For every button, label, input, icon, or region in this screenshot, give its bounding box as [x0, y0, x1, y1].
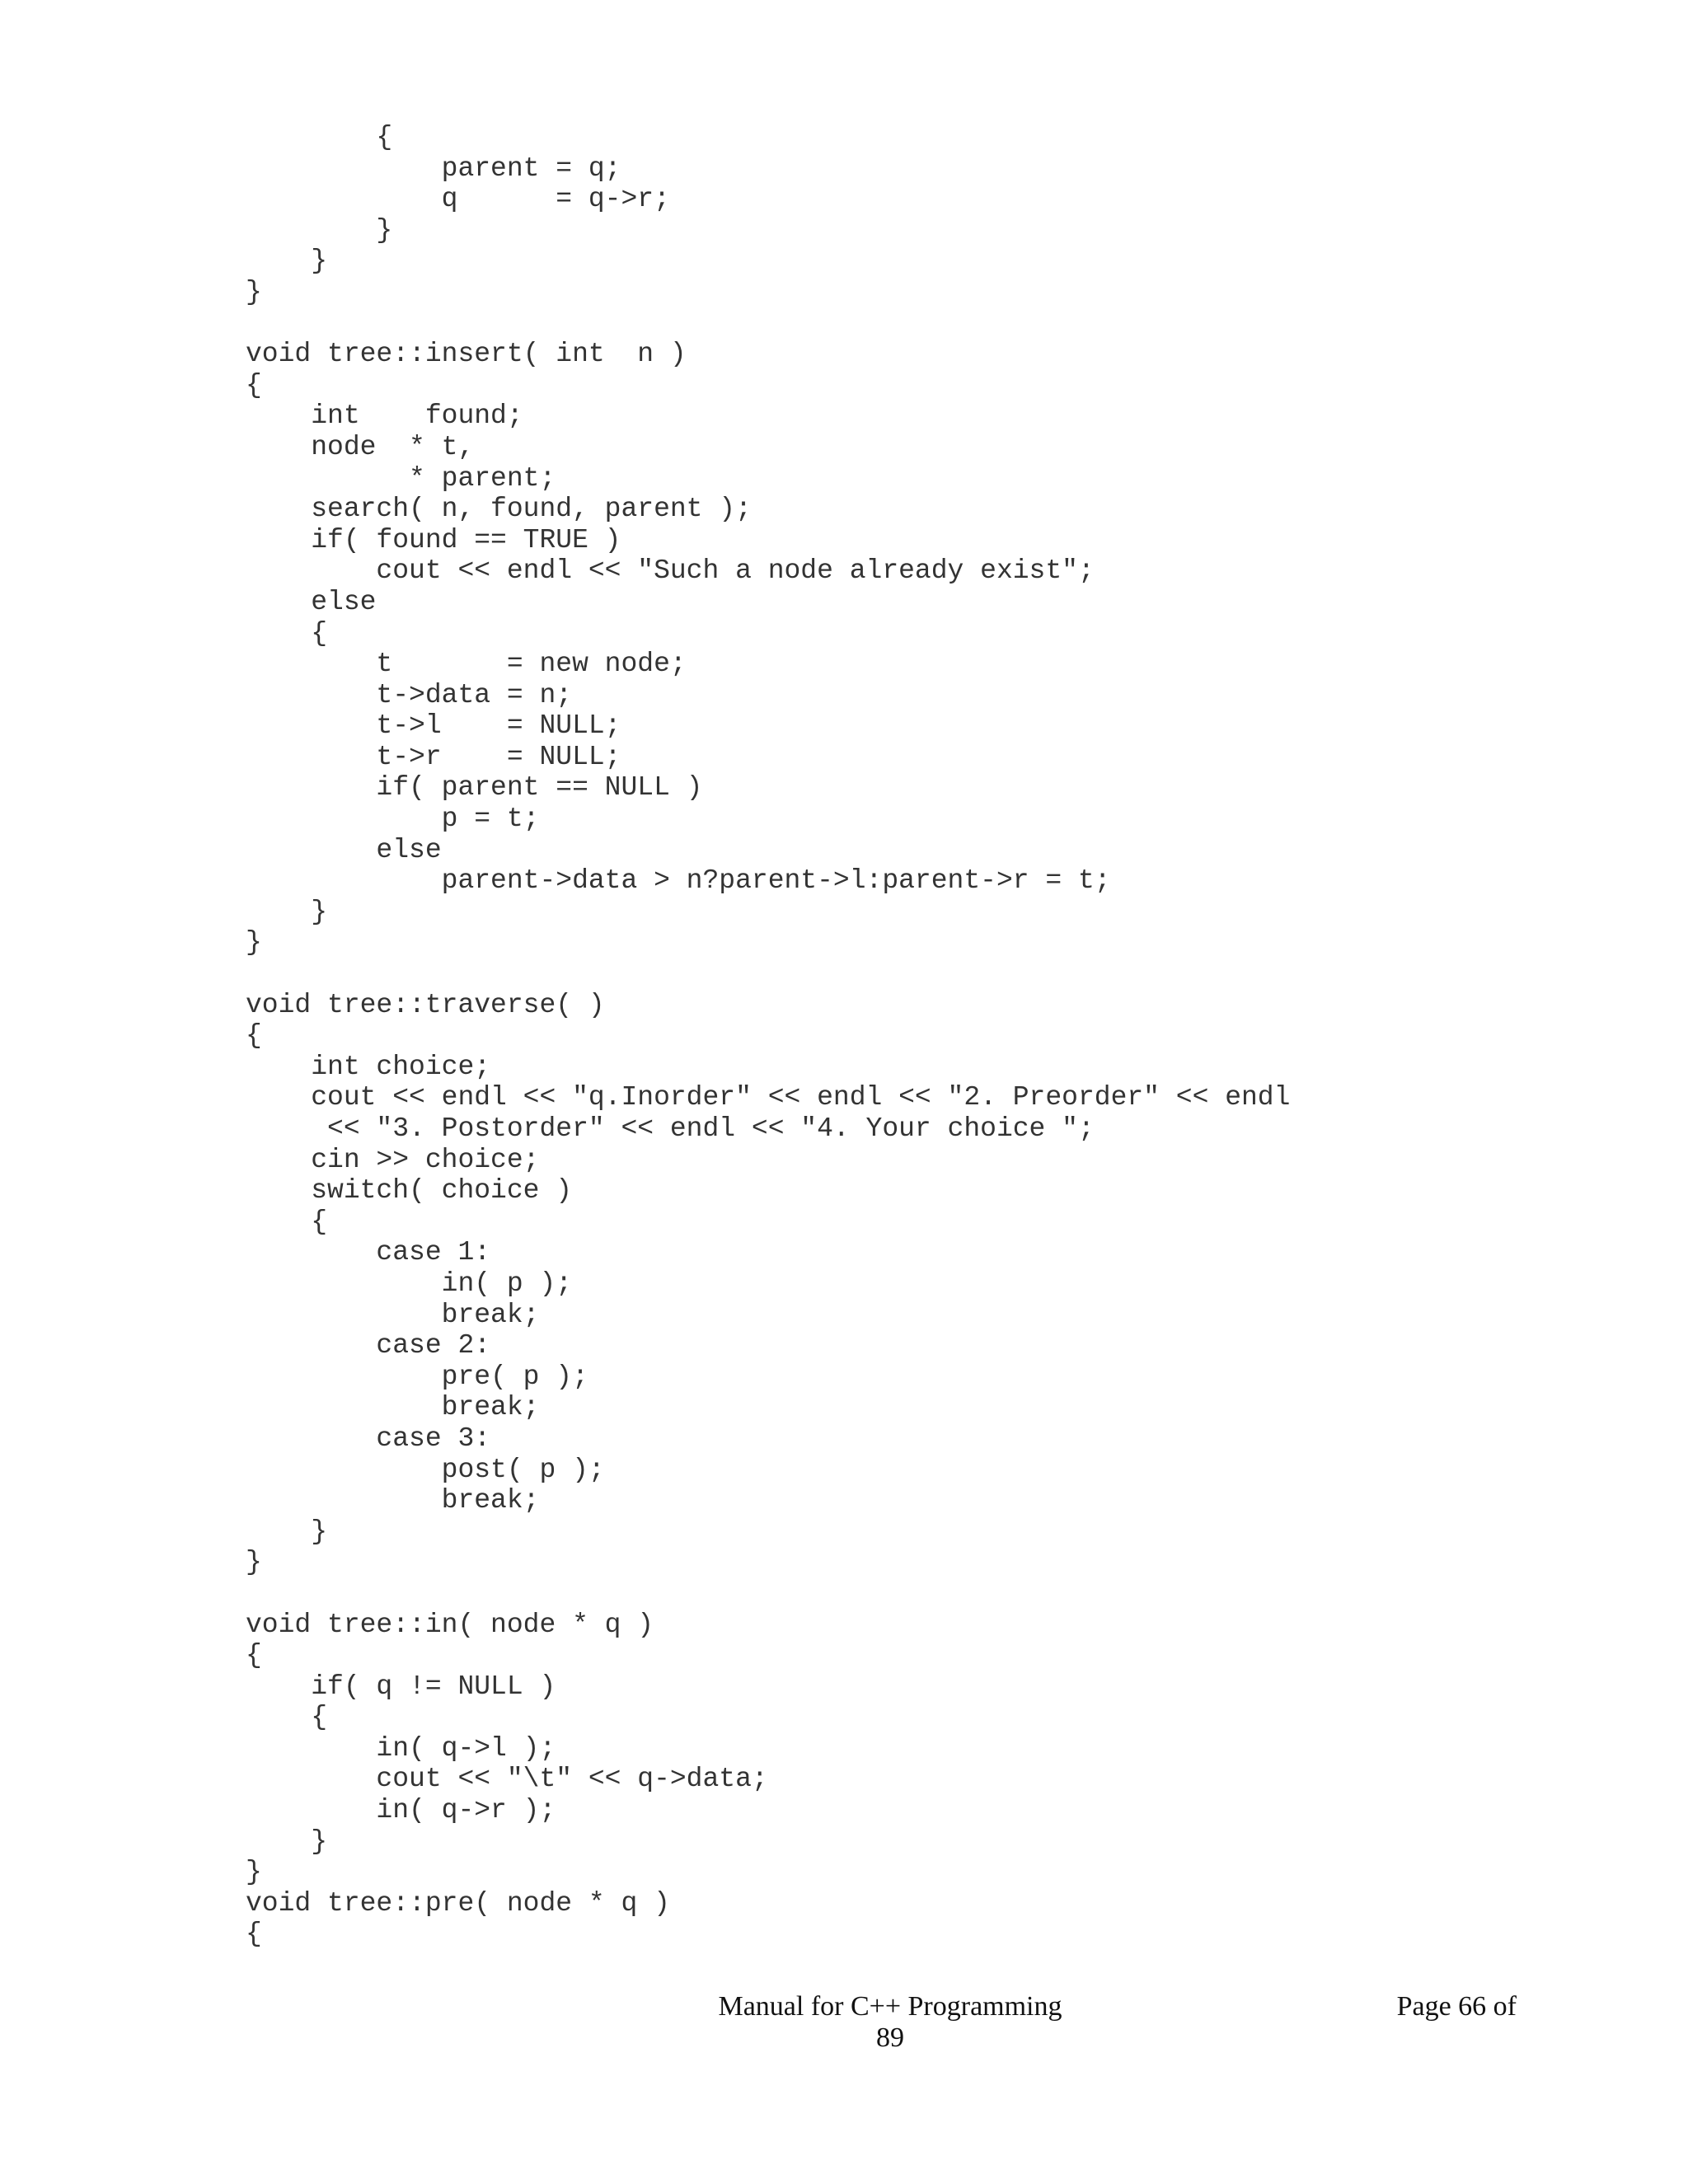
code-line: t->data = n;: [246, 679, 573, 710]
code-line: }: [246, 1825, 328, 1857]
code-line: << "3. Postorder" << endl << "4. Your choice ";: [246, 1113, 1095, 1144]
code-line: cout << endl << "q.Inorder" << endl << "2. Preorder" << endl: [246, 1082, 1291, 1113]
code-line: node * t,: [246, 431, 475, 462]
code-line: void tree::insert( int n ): [246, 339, 687, 370]
code-line: case 2:: [246, 1330, 491, 1361]
code-line: else: [246, 834, 442, 865]
code-line: search( n, found, parent );: [246, 494, 752, 525]
code-line: }: [246, 1547, 262, 1578]
footer-page-total: 89: [876, 2022, 904, 2053]
code-line: cout << endl << "Such a node already exist";: [246, 555, 1095, 587]
code-line: [246, 958, 1290, 990]
footer-title: [643, 1991, 1137, 2054]
code-line: t->r = NULL;: [246, 741, 621, 772]
code-line: void tree::in( node * q ): [246, 1609, 654, 1640]
code-line: }: [246, 927, 262, 958]
code-line: [246, 1578, 1290, 1610]
code-line: pre( p );: [246, 1361, 588, 1392]
code-line: in( q->r );: [246, 1795, 556, 1826]
code-line: break;: [246, 1299, 540, 1330]
page-number-label: Page 66 of: [1396, 1991, 1517, 2022]
code-line: int found;: [246, 401, 523, 432]
code-line: if( parent == NULL ): [246, 772, 703, 804]
code-line: break;: [246, 1485, 540, 1516]
code-line: void tree::pre( node * q ): [246, 1887, 670, 1919]
code-line: {: [246, 1206, 328, 1237]
code-line: if( q != NULL ): [246, 1671, 556, 1702]
code-line: }: [246, 214, 393, 246]
code-line: else: [246, 586, 377, 617]
code-line: }: [246, 1516, 328, 1547]
code-line: * parent;: [246, 462, 556, 494]
code-line: void tree::traverse( ): [246, 989, 605, 1020]
code-line: {: [246, 1919, 262, 1950]
code-line: in( q->l );: [246, 1732, 556, 1764]
code-line: q = q->r;: [246, 184, 670, 215]
code-line: {: [246, 369, 262, 401]
code-line: break;: [246, 1392, 540, 1423]
footer-title-text: Manual for C++ Programming: [718, 1991, 1062, 2022]
code-line: parent = q;: [246, 152, 621, 184]
code-line: }: [246, 246, 328, 277]
code-line: cin >> choice;: [246, 1144, 540, 1175]
code-line: }: [246, 896, 328, 927]
code-line: t->l = NULL;: [246, 710, 621, 742]
code-line: {: [246, 1640, 262, 1671]
code-listing: [246, 122, 1290, 1950]
code-line: if( found == TRUE ): [246, 524, 621, 555]
code-line: {: [246, 122, 393, 152]
code-line: case 1:: [246, 1237, 491, 1268]
code-line: p = t;: [246, 804, 540, 835]
code-line: case 3:: [246, 1422, 491, 1454]
code-line: post( p );: [246, 1454, 605, 1485]
code-line: in( p );: [246, 1268, 573, 1299]
code-line: }: [246, 1857, 262, 1888]
code-line: int choice;: [246, 1051, 491, 1082]
code-line: parent->data > n?parent->l:parent->r = t;: [246, 865, 1111, 897]
code-line: t = new node;: [246, 649, 687, 680]
code-line: {: [246, 1020, 262, 1052]
footer-page-number: [1286, 1991, 1517, 2022]
code-line: [246, 308, 1290, 340]
code-line: {: [246, 617, 328, 649]
code-line: {: [246, 1702, 328, 1733]
code-line: switch( choice ): [246, 1175, 573, 1207]
code-line: }: [246, 276, 262, 307]
code-line: cout << "\t" << q->data;: [246, 1764, 768, 1795]
